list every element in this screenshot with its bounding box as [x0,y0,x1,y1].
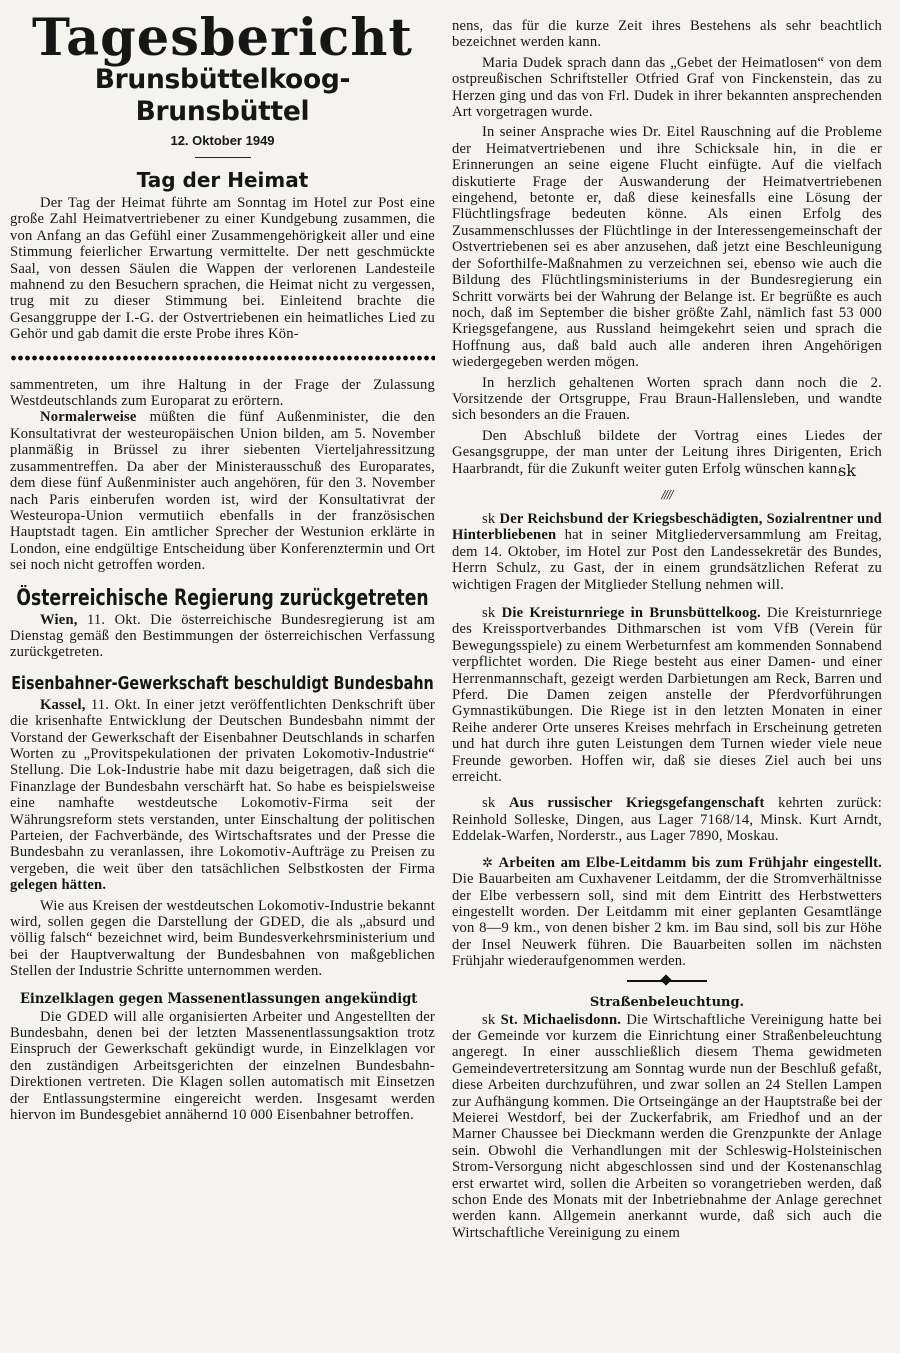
article-oesterreich-text: 11. Okt. Die österreichische Bundesregierung ist am Dienstag gemäß den Bestimmungen der österreichischen Verfassung zurückgetreten. [10,611,435,661]
article-kriegsgefangenschaft [452,795,882,844]
article-heimat-cont-p2: Maria Dudek sprach dann das „Gebet der Heimatlosen“ von dem ostpreußischen Schriftsteller Otfried Graf von Finckenstein, das zu Herzen ging und das von Frl. Dudek in ihrer bekannten ansprechenden Art vorgetragen wurde. [452,54,882,121]
article-kreisturnriege [452,605,882,785]
headline-tag-der-heimat: Tag der Heimat [136,168,309,192]
article-heimat-cont-p1: nens, das für die kurze Zeit ihres Bestehens als sehr beachtlich bezeichnet werden kann. [452,18,882,51]
left-column [10,0,435,1124]
headline-strassenbeleuchtung: Straßenbeleuchtung. [589,994,745,1010]
article-leitdamm-text: Die Bauarbeiten am Cuxhavener Leitdamm, der die Stromverhältnisse der Elbe verbessern soll, sind mit dem Eintritt des Herbstwetters eingestellt worden. Der Leitdamm mit einer geplanten Gesamtlänge von 8—9 km., von denen bisher 2 km. im Bau sind, soll bis zur Höhe der Insel Neuwerk führen. Die Bauarbeiten sollen im nächsten Frühjahr wiederaufgenommen werden. [452,871,882,970]
article-reichsbund [452,511,882,593]
prefix-sk: sk [482,1011,501,1028]
headline-oesterreich: Österreichische Regierung zurückgetreten [16,585,429,611]
article-heimat-p1: Der Tag der Heimat führte am Sonntag im Hotel zur Post eine große Zahl Heimatvertriebener zu einer Kundgebung zusammen, die von Anfang an das Gefühl einer Zusammengehörigkeit aller und eine Stimmung feierlicher Erwartung vermittelte. Der nett geschmückte Saal, von dessen Säulen die Wappen der verlorenen Landesteile mahnend zu den Besuchern sprachen, die Heimat nicht zu vergessen, trug mit zu dieser Stimmung bei. Einleitend brachte die Gesanggruppe der I.-G. der Ostvertriebenen ein heimatliches Lied zu Gehör und gab damit die erste Probe ihres Kön- [10,195,435,343]
lead-kriegsgefangenschaft: Aus russischer Kriegsgefangenschaft [508,795,765,812]
lead-michaelisdonn: St. Michaelisdonn. [500,1011,622,1028]
article-einzelklagen-p1: Die GDED will alle organisierten Arbeiter und Angestellten der Bundesbahn, denen bei der letzten Massenentlassungsaktion trotz Einspruch der Gewerkschaft gekündigt wurde, in Einzelklagen vor den zuständigen Arbeitsgerichten der einzelnen Bundesbahn-Direktionen vertreten. Die Klagen sollen automatisch mit Einsetzen der Entlassungstermine eingereicht werden. Insgesamt werden hiervon im Bundesgebiet annähernd 10 000 Eisenbahner betroffen. [10,1008,435,1124]
lead-kreisturnriege: Die Kreisturnriege in Brunsbüttelkoog. [501,605,761,621]
star-icon: ✲ [482,854,494,870]
article-eisenbahner-text: 11. Okt. In einer jetzt veröffentlichten Denkschrift über die krisenhafte Entwicklung der Deutschen Bundesbahn nimmt der Vorstand der Gewerkschaft der Eisenbahner Deutschlands in scharfen Worten zu „Provitspekulationen der privaten Lokomotiv-Industrie“ Stellung. Die Lok-Industrie habe mit dazu beigetragen, daß sich die Finanzlage der Bundesbahn verschärft hat. So habe es beispielsweise eine namhafte westdeutsche Lokomotiv-Firma seit der Währungsreform stets verstanden, unter Einschaltung der politischen Parteien, der Fachverbände, des Wirtschaftsrates und der Presse die Bundesbahn zu veranlassen, ihre Lokomotiv-Aufträge zu Preisen zu vergeben, die weit über den tatsächlichen Selbstkosten der Firma [10,696,435,877]
article-heimat-cont-p5: Den Abschluß bildete der Vortrag eines Liedes der Gesangsgruppe, der man unter der Leitung ihres Dirigenten, Erich Haarbrandt, für die Zukunft weiter guten Erfolg wünschen kann. [452,427,882,477]
article-oesterreich-p1 [10,612,435,661]
article-strassenbeleuchtung-text: Die Wirtschaftliche Vereinigung hatte bei der Gemeinde vor kurzem die Einrichtung einer Straßenbeleuchtung angeregt. In einer ausschließlich diesem Thema gewidmeten Gemeindevertretersitzung am Sonntag wurde nun der Beschluß gefaßt, diese Arbeiten durchzuführen, und zwar sollen an 24 Stellen Lampen zur Aufhängung kommen. Die Ortseingänge an der Hauptstraße bei der Meierei Westdorf, bei der Zuckerfabrik, am Friedhof und an der Marner Chaussee bei Dieckmann werden die Grenzpunkte der Anlage sein. Obwohl die Verhandlungen mit der Schleswig-Holsteinischen Strom-Versorgung nicht abgeschlossen sind und der Kostenanschlag erst erwartet wird, sollen die Arbeiten so vorangetrieben werden, daß schon Ende des Monats mit der Inbetriebnahme der Anlage gerechnet werden kann. Allgemein anerkannt wurde, daß sich auch die Wirtschaftliche Vereinigung zu einem [452,1011,882,1241]
article-eisenbahner-p1 [10,697,435,894]
diamond-icon [660,974,671,985]
article-heimat-cont-p3: In seiner Ansprache wies Dr. Eitel Rauschning auf die Probleme der Heimatvertriebenen und ihre Schicksale hin, in die er Erinnerungen an seine eigene Flucht einfügte. Auf die vielfach diskutierte Frage der Auswanderung der Heimatvertriebenen eingehend, betonte er, daß diese keinesfalls eine Lösung der Flüchtlingsfrage bedeuten könne. Als einen Erfolg des Zusammenschlusses der Flüchtlinge in der Interessengemeinschaft der Ostvertriebenen sei es aber anzusehen, daß jetzt eine Beschleunigung der Soforthilfe-Maßnahmen zu verzeichnen sei, ebenso wie auch die Bildung des Flüchtlingsministeriums in der Bundesregierung ein Schritt vorwärts bei der Wahrung der Belange ist. Er begrüßte es auch noch, daß im September die bisher größte Zahl, nämlich fast 53 000 Kriegsgefangene, aus Russland heimgekehrt seien und sprach die Hoffnung aus, daß bald auch alle anderen ihren Angehörigen wiedergegeben werden mögen. [452,124,882,371]
dateline-kassel: Kassel, [40,696,86,713]
article-strassenbeleuchtung [452,1012,882,1242]
article-heimat-cont-p4: In herzlich gehaltenen Worten sprach dann noch die 2. Vorsitzende der Ortsgruppe, Frau Braun-Hallensleben, und wandte sich besonders an die Frauen. [452,374,882,424]
article-leitdamm [452,855,882,970]
masthead-date: 12. Oktober 1949 [170,133,275,148]
lead-normalerweise: Normalerweise [40,409,137,426]
article-europarat-p2 [10,409,435,573]
diamond-divider [10,353,435,363]
article-europarat-p2-text: müßten die fünf Außenminister, die den Konsultativrat der westeuropäischen Union bilden, am 5. November planmäßig in Brüssel zu ihrer siebenten Vierteljahressitzung zusammentreffen. Da aber der Ministerausschuß des Europarates, dem diese fünf Außenminister auch angehören, für den 3. November nach Paris einberufen worden ist, wird der Konsultativrat der Westeuropa-Union vermutiich ebenfalls in der französischen Hauptstadt tagen. Ein amtlicher Sprecher der Westunion erklärte in London, eine endgültige Entscheidung über Konferenztermin und Ort sei noch nicht getroffen worden. [10,409,435,574]
right-column [452,0,882,1241]
lead-reichsbund: Der Reichsbund der Kriegsbeschädigten, Sozialrentner und Hinterbliebenen [452,510,883,544]
article-kriegsgefangenschaft-text: kehrten zurück: Reinhold Solleske, Dingen, aus Lager 7168/14, Minsk. Kurt Arndt, Eddelak-Warfen, Norderstr., aus Lager 7890, Moskau. [452,795,882,845]
masthead-subtitle: Brunsbüttelkoog-Brunsbüttel [94,64,351,127]
diamond-ornament-divider [627,976,707,986]
headline-eisenbahner: Eisenbahner-Gewerkschaft beschuldigt Bundesbahn [11,673,434,694]
masthead [10,8,435,158]
masthead-rule [195,157,251,158]
prefix-sk: sk [482,795,509,812]
author-signature: sk [838,460,856,480]
prefix-sk: sk [482,510,500,527]
dateline-wien: Wien, [40,611,78,628]
article-kreisturnriege-text: Die Kreisturnriege des Kreissportverbandes Dithmarschen ist vom VfB (Verein für Bewegungsspiele) zu einem Werbeturnfest am kommenden Sonnabend verpflichtet worden. Die Riege besteht aus einer Damen- und einer Herrenmannschaft, gezeigt werden Darbietungen am Reck, Barren und Pferd. Die Damen zeigen anstelle der Pferdvorführungen Gymnastikübungen. Die Riege ist in den letzten Monaten in einer Reihe anderer Orte unseres Kreises mehrfach in Erscheinung getreten und hat durch ihre guten Leistungen dem Turnen wieder viele neue Freunde geworben. Hoffen wir, daß sie dieses Ziel auch bei uns erreicht. [452,605,883,786]
headline-einzelklagen: Einzelklagen gegen Massenentlassungen angekündigt [20,990,418,1007]
lead-leitdamm: Arbeiten am Elbe-Leitdamm bis zum Frühjahr eingestellt. [498,854,882,871]
article-europarat-p1: sammentreten, um ihre Haltung in der Frage der Zulassung Westdeutschlands zum Europarat zu erörtern. [10,376,435,410]
masthead-title: Tagesbericht [32,8,413,68]
article-eisenbahner-p2: Wie aus Kreisen der westdeutschen Lokomotiv-Industrie bekannt wird, sollen gegen die Darstellung der GDED, die als „absurd und völlig falsch“ bezeichnet wird, beim Bundesverkehrsministerium und bei der Hauptverwaltung der Bundesbahnen von maßgeblichen Stellen der Industrie Schritte unternommen werden. [10,897,435,980]
article-reichsbund-text: hat in seiner Mitgliederversammlung am Freitag, dem 14. Oktober, im Hotel zur Post den Landessekretär des Bundes, Herrn Schulz, zu Gast, der in einem grundsätzlichen Referat zu wichtigen Fragen der Mitglieder Stellung nehmen will. [452,527,882,593]
article-eisenbahner-bold-end: gelegen hätten. [10,877,107,894]
prefix-sk: sk [482,605,502,621]
section-separator-marks: //// [661,487,673,501]
